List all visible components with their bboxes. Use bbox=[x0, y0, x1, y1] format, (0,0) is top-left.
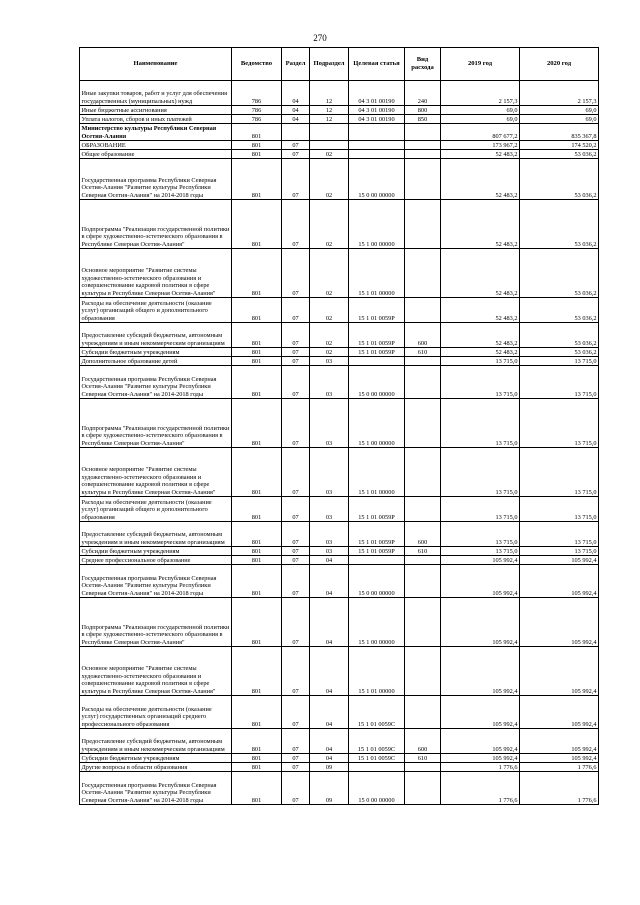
header-subsection: Подраздел bbox=[310, 48, 349, 81]
cell-2019: 807 677,2 bbox=[441, 124, 520, 141]
cell-expense-type bbox=[405, 647, 441, 696]
cell-name: Подпрограмма "Реализация государственной политики в сфере художественно-эстетического образования в Республике Северная Осетия-Алания" bbox=[80, 399, 232, 448]
cell-2020: 13 715,0 bbox=[520, 357, 599, 366]
cell-name: Предоставление субсидий бюджетным, автономным учреждениям и иным некоммерческим организациям bbox=[80, 323, 232, 348]
cell-subsection: 04 bbox=[310, 565, 349, 598]
cell-target: 15 1 01 0059C bbox=[349, 729, 405, 754]
cell-target: 15 1 01 0059P bbox=[349, 323, 405, 348]
cell-target: 15 0 00 00000 bbox=[349, 772, 405, 805]
cell-subsection: 03 bbox=[310, 357, 349, 366]
cell-expense-type bbox=[405, 366, 441, 399]
cell-subsection: 02 bbox=[310, 249, 349, 298]
cell-section: 07 bbox=[282, 763, 310, 772]
cell-dept: 801 bbox=[232, 696, 282, 729]
cell-name: Уплата налогов, сборов и иных платежей bbox=[80, 115, 232, 124]
table-row bbox=[80, 357, 599, 366]
cell-section: 07 bbox=[282, 772, 310, 805]
cell-dept: 801 bbox=[232, 497, 282, 522]
cell-expense-type: 600 bbox=[405, 323, 441, 348]
table-row bbox=[80, 763, 599, 772]
cell-dept: 801 bbox=[232, 323, 282, 348]
cell-2020: 13 715,0 bbox=[520, 366, 599, 399]
cell-2019: 105 992,4 bbox=[441, 754, 520, 763]
cell-2020: 105 992,4 bbox=[520, 754, 599, 763]
cell-name: Подпрограмма "Реализация государственной политики в сфере художественно-эстетического образования в Республике Северная Осетия-Алания" bbox=[80, 200, 232, 249]
cell-target bbox=[349, 763, 405, 772]
cell-2020: 105 992,4 bbox=[520, 556, 599, 565]
cell-expense-type bbox=[405, 399, 441, 448]
cell-name: Подпрограмма "Реализация государственной политики в сфере художественно-эстетического образования в Республике Северная Осетия-Алания" bbox=[80, 598, 232, 647]
cell-target: 15 1 01 0059P bbox=[349, 522, 405, 547]
cell-2019: 13 715,0 bbox=[441, 497, 520, 522]
cell-2020: 835 367,8 bbox=[520, 124, 599, 141]
cell-expense-type: 610 bbox=[405, 547, 441, 556]
budget-table bbox=[79, 47, 599, 805]
cell-subsection: 09 bbox=[310, 772, 349, 805]
table-row bbox=[80, 348, 599, 357]
cell-section: 07 bbox=[282, 754, 310, 763]
cell-2019: 105 992,4 bbox=[441, 598, 520, 647]
cell-2020: 53 036,2 bbox=[520, 298, 599, 323]
cell-dept: 801 bbox=[232, 348, 282, 357]
cell-2020: 53 036,2 bbox=[520, 323, 599, 348]
cell-name: Другие вопросы в области образования bbox=[80, 763, 232, 772]
cell-target bbox=[349, 357, 405, 366]
table-row bbox=[80, 729, 599, 754]
cell-2019: 1 776,6 bbox=[441, 763, 520, 772]
cell-2020: 13 715,0 bbox=[520, 497, 599, 522]
cell-section: 07 bbox=[282, 249, 310, 298]
cell-subsection: 02 bbox=[310, 348, 349, 357]
cell-target: 15 1 00 00000 bbox=[349, 598, 405, 647]
cell-subsection: 04 bbox=[310, 598, 349, 647]
cell-subsection bbox=[310, 124, 349, 141]
table-row bbox=[80, 448, 599, 497]
cell-dept: 801 bbox=[232, 124, 282, 141]
cell-section: 07 bbox=[282, 366, 310, 399]
cell-dept: 801 bbox=[232, 448, 282, 497]
cell-expense-type bbox=[405, 249, 441, 298]
cell-2020: 105 992,4 bbox=[520, 647, 599, 696]
cell-subsection: 02 bbox=[310, 150, 349, 159]
cell-expense-type bbox=[405, 556, 441, 565]
cell-2020: 174 520,2 bbox=[520, 141, 599, 150]
table-row bbox=[80, 522, 599, 547]
cell-target: 15 1 01 00000 bbox=[349, 647, 405, 696]
table-header-row bbox=[80, 48, 599, 81]
table-row bbox=[80, 399, 599, 448]
cell-subsection: 04 bbox=[310, 556, 349, 565]
cell-dept: 801 bbox=[232, 754, 282, 763]
table-row bbox=[80, 772, 599, 805]
cell-name: Среднее профессиональное образование bbox=[80, 556, 232, 565]
cell-2020: 105 992,4 bbox=[520, 696, 599, 729]
cell-section: 07 bbox=[282, 448, 310, 497]
cell-expense-type bbox=[405, 497, 441, 522]
cell-target: 04 3 01 00190 bbox=[349, 81, 405, 106]
table-row bbox=[80, 200, 599, 249]
cell-2020: 53 036,2 bbox=[520, 150, 599, 159]
cell-name: Государственная программа Республики Северная Осетия-Алания "Развитие культуры Республики Северная Осетия-Алания" на 2014-2018 годы bbox=[80, 159, 232, 200]
cell-subsection: 03 bbox=[310, 399, 349, 448]
cell-2020: 105 992,4 bbox=[520, 598, 599, 647]
cell-section: 07 bbox=[282, 141, 310, 150]
cell-name: Расходы на обеспечение деятельности (оказание услуг) организаций общего и дополнительного образования bbox=[80, 497, 232, 522]
table-row bbox=[80, 159, 599, 200]
cell-section: 07 bbox=[282, 522, 310, 547]
cell-2020: 69,0 bbox=[520, 115, 599, 124]
cell-2019: 1 776,6 bbox=[441, 772, 520, 805]
cell-2020: 69,0 bbox=[520, 106, 599, 115]
cell-2020: 53 036,2 bbox=[520, 200, 599, 249]
header-2019: 2019 год bbox=[441, 48, 520, 81]
cell-expense-type: 800 bbox=[405, 106, 441, 115]
cell-2020: 53 036,2 bbox=[520, 249, 599, 298]
cell-name: Расходы на обеспечение деятельности (оказание услуг) государственных организаций среднего профессионального образования bbox=[80, 696, 232, 729]
cell-target: 15 0 00 00000 bbox=[349, 159, 405, 200]
cell-2019: 13 715,0 bbox=[441, 522, 520, 547]
table-row bbox=[80, 124, 599, 141]
cell-dept: 801 bbox=[232, 357, 282, 366]
header-dept: Ведомство bbox=[232, 48, 282, 81]
cell-section: 07 bbox=[282, 159, 310, 200]
cell-subsection: 12 bbox=[310, 81, 349, 106]
cell-target: 15 1 00 00000 bbox=[349, 399, 405, 448]
cell-subsection: 12 bbox=[310, 115, 349, 124]
cell-2019: 105 992,4 bbox=[441, 565, 520, 598]
table-row bbox=[80, 598, 599, 647]
cell-dept: 801 bbox=[232, 399, 282, 448]
cell-target: 04 3 01 00190 bbox=[349, 106, 405, 115]
cell-expense-type bbox=[405, 565, 441, 598]
table-row bbox=[80, 323, 599, 348]
cell-2019: 2 157,3 bbox=[441, 81, 520, 106]
cell-name: Основное мероприятие "Развитие системы художественно-эстетического образования и совершенствование кадровой политики в сфере культуры в Республике Северная Осетия-Алания" bbox=[80, 647, 232, 696]
cell-section: 07 bbox=[282, 556, 310, 565]
cell-dept: 786 bbox=[232, 115, 282, 124]
cell-name: Государственная программа Республики Северная Осетия-Алания "Развитие культуры Республики Северная Осетия-Алания" на 2014-2018 годы bbox=[80, 565, 232, 598]
cell-expense-type: 610 bbox=[405, 348, 441, 357]
cell-name: Субсидии бюджетным учреждениям bbox=[80, 754, 232, 763]
cell-section: 07 bbox=[282, 150, 310, 159]
cell-expense-type: 240 bbox=[405, 81, 441, 106]
cell-2020: 105 992,4 bbox=[520, 729, 599, 754]
cell-2019: 52 483,2 bbox=[441, 298, 520, 323]
table-body bbox=[80, 81, 599, 805]
cell-target: 15 1 01 0059C bbox=[349, 754, 405, 763]
cell-name: ОБРАЗОВАНИЕ bbox=[80, 141, 232, 150]
table-row bbox=[80, 497, 599, 522]
cell-section: 04 bbox=[282, 81, 310, 106]
cell-expense-type: 600 bbox=[405, 522, 441, 547]
cell-subsection: 02 bbox=[310, 200, 349, 249]
table-row bbox=[80, 547, 599, 556]
cell-2019: 52 483,2 bbox=[441, 200, 520, 249]
cell-section: 07 bbox=[282, 565, 310, 598]
cell-target: 15 1 00 00000 bbox=[349, 200, 405, 249]
table-row bbox=[80, 366, 599, 399]
cell-section: 07 bbox=[282, 547, 310, 556]
cell-expense-type bbox=[405, 448, 441, 497]
cell-target: 15 1 01 0059P bbox=[349, 348, 405, 357]
cell-expense-type bbox=[405, 150, 441, 159]
cell-subsection: 04 bbox=[310, 729, 349, 754]
cell-dept: 801 bbox=[232, 547, 282, 556]
cell-expense-type: 610 bbox=[405, 754, 441, 763]
cell-2019: 69,0 bbox=[441, 115, 520, 124]
table-row bbox=[80, 298, 599, 323]
cell-name: Общее образование bbox=[80, 150, 232, 159]
cell-target: 15 1 01 0059P bbox=[349, 497, 405, 522]
cell-2019: 173 967,2 bbox=[441, 141, 520, 150]
cell-section: 07 bbox=[282, 399, 310, 448]
cell-2020: 53 036,2 bbox=[520, 159, 599, 200]
cell-2019: 105 992,4 bbox=[441, 696, 520, 729]
cell-subsection: 03 bbox=[310, 497, 349, 522]
cell-dept: 801 bbox=[232, 522, 282, 547]
cell-2019: 52 483,2 bbox=[441, 159, 520, 200]
cell-dept: 801 bbox=[232, 366, 282, 399]
page-number: 270 bbox=[313, 33, 327, 43]
cell-expense-type bbox=[405, 763, 441, 772]
table-row bbox=[80, 150, 599, 159]
cell-expense-type bbox=[405, 298, 441, 323]
table-row bbox=[80, 106, 599, 115]
cell-2019: 13 715,0 bbox=[441, 366, 520, 399]
cell-subsection: 12 bbox=[310, 106, 349, 115]
cell-dept: 801 bbox=[232, 249, 282, 298]
cell-dept: 786 bbox=[232, 81, 282, 106]
cell-target: 04 3 01 00190 bbox=[349, 115, 405, 124]
table-row bbox=[80, 647, 599, 696]
cell-expense-type bbox=[405, 159, 441, 200]
cell-section bbox=[282, 124, 310, 141]
cell-2019: 13 715,0 bbox=[441, 547, 520, 556]
cell-2019: 105 992,4 bbox=[441, 556, 520, 565]
cell-section: 07 bbox=[282, 298, 310, 323]
cell-subsection: 03 bbox=[310, 547, 349, 556]
cell-name: Государственная программа Республики Северная Осетия-Алания "Развитие культуры Республики Северная Осетия-Алания" на 2014-2018 годы bbox=[80, 366, 232, 399]
cell-target bbox=[349, 124, 405, 141]
cell-2020: 13 715,0 bbox=[520, 448, 599, 497]
header-2020: 2020 год bbox=[520, 48, 599, 81]
cell-name: Министерство культуры Республики Северная Осетия-Алания bbox=[80, 124, 232, 141]
cell-section: 07 bbox=[282, 357, 310, 366]
cell-2019: 105 992,4 bbox=[441, 729, 520, 754]
table-row bbox=[80, 754, 599, 763]
cell-2020: 13 715,0 bbox=[520, 522, 599, 547]
cell-name: Иные закупки товаров, работ и услуг для обеспечения государственных (муниципальных) нужд bbox=[80, 81, 232, 106]
table-row bbox=[80, 249, 599, 298]
cell-subsection: 03 bbox=[310, 366, 349, 399]
cell-expense-type bbox=[405, 772, 441, 805]
cell-subsection bbox=[310, 141, 349, 150]
cell-target: 15 1 01 0059C bbox=[349, 696, 405, 729]
cell-dept: 801 bbox=[232, 647, 282, 696]
cell-2019: 69,0 bbox=[441, 106, 520, 115]
cell-subsection: 03 bbox=[310, 522, 349, 547]
cell-subsection: 04 bbox=[310, 647, 349, 696]
cell-name: Основное мероприятие "Развитие системы художественно-эстетического образования и совершенствование кадровой политики в сфере культуры в Республике Северная Осетия-Алания" bbox=[80, 249, 232, 298]
cell-name: Предоставление субсидий бюджетным, автономным учреждениям и иным некоммерческим организациям bbox=[80, 522, 232, 547]
cell-2019: 52 483,2 bbox=[441, 150, 520, 159]
header-name: Наименование bbox=[80, 48, 232, 81]
table-row bbox=[80, 141, 599, 150]
cell-2019: 52 483,2 bbox=[441, 249, 520, 298]
cell-target: 15 1 01 00000 bbox=[349, 448, 405, 497]
cell-name: Государственная программа Республики Северная Осетия-Алания "Развитие культуры Республики Северная Осетия-Алания" на 2014-2018 годы bbox=[80, 772, 232, 805]
table-row bbox=[80, 565, 599, 598]
cell-name: Иные бюджетные ассигнования bbox=[80, 106, 232, 115]
cell-section: 07 bbox=[282, 497, 310, 522]
table-row bbox=[80, 696, 599, 729]
cell-target: 15 0 00 00000 bbox=[349, 565, 405, 598]
cell-target: 15 1 01 0059P bbox=[349, 298, 405, 323]
cell-2020: 1 776,6 bbox=[520, 772, 599, 805]
cell-subsection: 02 bbox=[310, 298, 349, 323]
cell-2019: 13 715,0 bbox=[441, 448, 520, 497]
cell-target: 15 1 01 00000 bbox=[349, 249, 405, 298]
cell-dept: 801 bbox=[232, 772, 282, 805]
cell-dept: 801 bbox=[232, 150, 282, 159]
cell-section: 07 bbox=[282, 348, 310, 357]
cell-dept: 801 bbox=[232, 763, 282, 772]
cell-target bbox=[349, 150, 405, 159]
cell-section: 04 bbox=[282, 115, 310, 124]
cell-subsection: 04 bbox=[310, 696, 349, 729]
cell-2020: 53 036,2 bbox=[520, 348, 599, 357]
cell-section: 07 bbox=[282, 647, 310, 696]
cell-expense-type: 850 bbox=[405, 115, 441, 124]
cell-target bbox=[349, 556, 405, 565]
cell-section: 07 bbox=[282, 323, 310, 348]
cell-subsection: 03 bbox=[310, 448, 349, 497]
cell-name: Субсидии бюджетным учреждениям bbox=[80, 348, 232, 357]
cell-dept: 801 bbox=[232, 141, 282, 150]
cell-dept: 801 bbox=[232, 298, 282, 323]
cell-section: 07 bbox=[282, 729, 310, 754]
cell-2019: 52 483,2 bbox=[441, 348, 520, 357]
table-row bbox=[80, 115, 599, 124]
cell-dept: 801 bbox=[232, 565, 282, 598]
cell-name: Дополнительное образование детей bbox=[80, 357, 232, 366]
cell-expense-type: 600 bbox=[405, 729, 441, 754]
cell-dept: 801 bbox=[232, 200, 282, 249]
cell-name: Расходы на обеспечение деятельности (оказание услуг) организаций общего и дополнительного образования bbox=[80, 298, 232, 323]
cell-2020: 13 715,0 bbox=[520, 547, 599, 556]
cell-2020: 2 157,3 bbox=[520, 81, 599, 106]
cell-dept: 786 bbox=[232, 106, 282, 115]
cell-target bbox=[349, 141, 405, 150]
cell-subsection: 04 bbox=[310, 754, 349, 763]
cell-2019: 52 483,2 bbox=[441, 323, 520, 348]
table-row bbox=[80, 556, 599, 565]
cell-dept: 801 bbox=[232, 598, 282, 647]
cell-section: 04 bbox=[282, 106, 310, 115]
cell-expense-type bbox=[405, 696, 441, 729]
cell-target: 15 1 01 0059P bbox=[349, 547, 405, 556]
cell-dept: 801 bbox=[232, 159, 282, 200]
cell-name: Субсидии бюджетным учреждениям bbox=[80, 547, 232, 556]
cell-dept: 801 bbox=[232, 729, 282, 754]
cell-expense-type bbox=[405, 141, 441, 150]
cell-2020: 13 715,0 bbox=[520, 399, 599, 448]
cell-expense-type bbox=[405, 357, 441, 366]
cell-subsection: 02 bbox=[310, 323, 349, 348]
cell-expense-type bbox=[405, 598, 441, 647]
cell-subsection: 09 bbox=[310, 763, 349, 772]
cell-dept: 801 bbox=[232, 556, 282, 565]
cell-expense-type bbox=[405, 200, 441, 249]
cell-section: 07 bbox=[282, 598, 310, 647]
cell-2019: 13 715,0 bbox=[441, 357, 520, 366]
cell-2020: 105 992,4 bbox=[520, 565, 599, 598]
header-section: Раздел bbox=[282, 48, 310, 81]
cell-2019: 105 992,4 bbox=[441, 647, 520, 696]
cell-name: Основное мероприятие "Развитие системы художественно-эстетического образования и совершенствование кадровой политики в сфере культуры в Республике Северная Осетия-Алания" bbox=[80, 448, 232, 497]
header-target: Целевая статья bbox=[349, 48, 405, 81]
table-row bbox=[80, 81, 599, 106]
cell-2020: 1 776,6 bbox=[520, 763, 599, 772]
cell-target: 15 0 00 00000 bbox=[349, 366, 405, 399]
cell-section: 07 bbox=[282, 696, 310, 729]
header-expense-type: Вид расхода bbox=[405, 48, 441, 81]
cell-section: 07 bbox=[282, 200, 310, 249]
cell-2019: 13 715,0 bbox=[441, 399, 520, 448]
cell-expense-type bbox=[405, 124, 441, 141]
cell-name: Предоставление субсидий бюджетным, автономным учреждениям и иным некоммерческим организациям bbox=[80, 729, 232, 754]
cell-subsection: 02 bbox=[310, 159, 349, 200]
